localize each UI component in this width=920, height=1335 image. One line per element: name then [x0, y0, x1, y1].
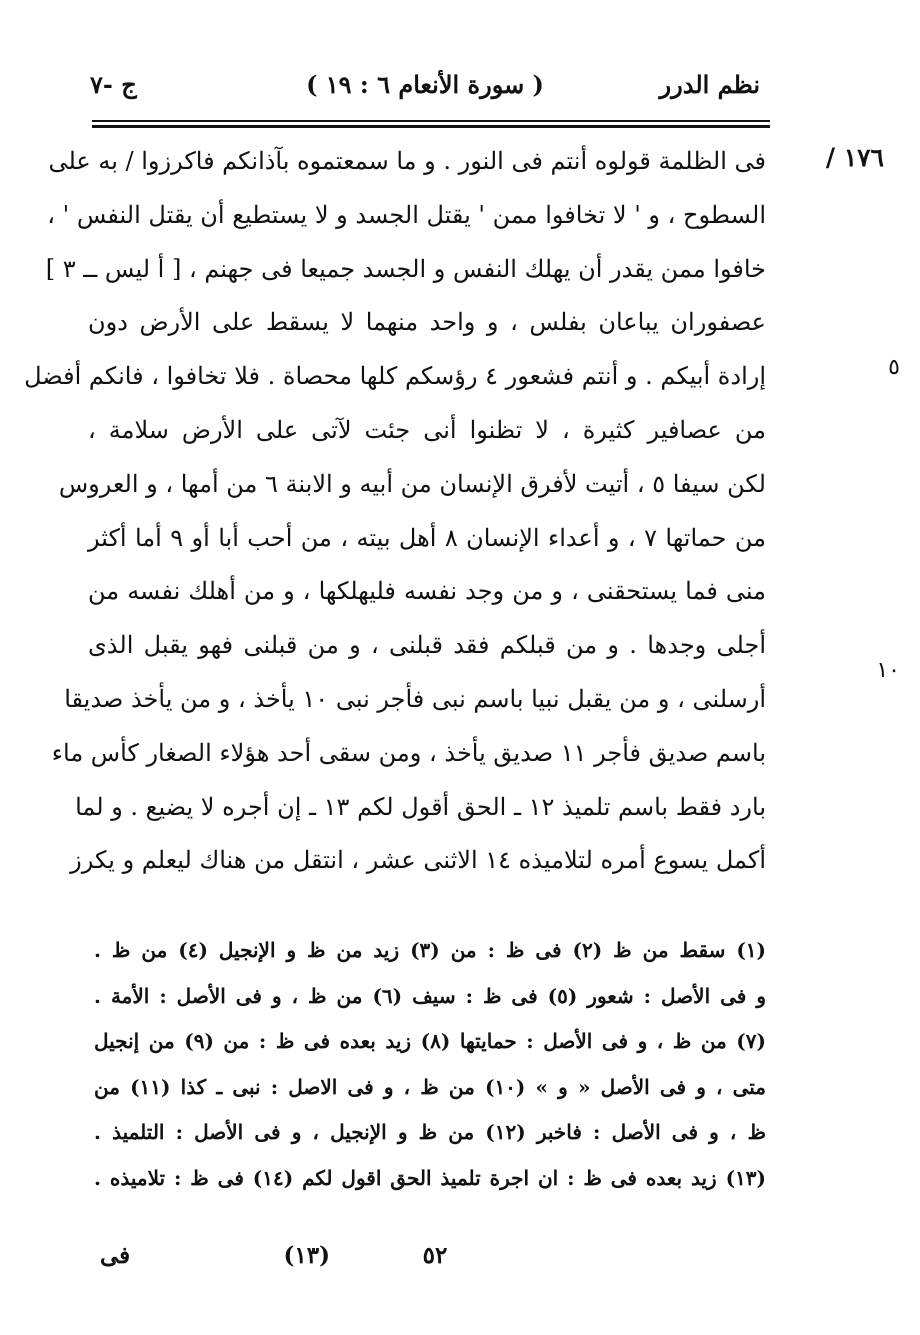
- line-number-5: ٥: [888, 355, 900, 380]
- text-line: أكمل يسوع أمره لتلاميذه ١٤ الاثنى عشر ، انتقل من هناك ليعلم و يكرز: [70, 846, 766, 875]
- footnotes: [94, 928, 766, 1201]
- manuscript-page-marker: ١٧٦ /: [825, 143, 884, 172]
- text-line: فى الظلمة قولوه أنتم فى النور . و ما سمعتموه بآذانكم فاكرزوا / به على: [48, 147, 766, 175]
- text-line: من حماتها ٧ ، و أعداء الإنسان ٨ أهل بيته ، من أحب أبا أو ٩ أما أكثر: [88, 523, 767, 552]
- text-line: خافوا ممن يقدر أن يهلك النفس و الجسد جميعا فى جهنم ، [ أ ليس ــ ٣ ]: [45, 254, 766, 283]
- text-line: أرسلنى ، و من يقبل نبيا باسم نبى فأجر نبى ١٠ يأخذ ، و من يأخذ صديقا: [64, 684, 766, 713]
- surah-reference: ( سورة الأنعام ٦ : ١٩ ): [306, 70, 544, 99]
- page-number: ٥٢: [422, 1242, 448, 1269]
- page-footer: [100, 1242, 770, 1282]
- running-header: [90, 62, 760, 116]
- text-line: لكن سيفا ٥ ، أتيت لأفرق الإنسان من أبيه و الابنة ٦ من أمها ، و العروس: [58, 469, 766, 498]
- book-title: نظم الدرر: [659, 70, 760, 99]
- text-line: أجلى وجدها . و من قبلكم فقد قبلنى ، و من قبلنى فهو يقبل الذى: [88, 631, 766, 660]
- section-number: (١٣): [283, 1242, 330, 1269]
- text-line: إرادة أبيكم . و أنتم فشعور ٤ رؤسكم كلها محصاة . فلا تخافوا ، فانكم أفضل: [24, 362, 766, 391]
- volume-label: ج -٧: [90, 70, 137, 99]
- line-number-10: ١٠: [876, 658, 900, 683]
- catchword: فى: [100, 1242, 131, 1269]
- text-line: السطوح ، و ' لا تخافوا ممن ' يقتل الجسد و لا يستطيع أن يقتل النفس ' ،: [47, 200, 766, 229]
- text-line: من عصافير كثيرة ، لا تظنوا أنى جئت لآتى على الأرض سلامة ،: [88, 415, 766, 444]
- footnote-line: و فى الأصل : شعور (٥) فى ظ : سيف (٦) من ظ ، و فى الأصل : الأمة .: [94, 983, 766, 1008]
- footnote-line: (١٣) زيد بعده فى ظ : ان اجرة تلميذ الحق اقول لكم (١٤) فى ظ : تلاميذه .: [94, 1165, 766, 1190]
- text-line: باسم صديق فأجر ١١ صديق يأخذ ، ومن سقى أحد هؤلاء الصغار كأس ماء: [51, 738, 766, 767]
- main-text: [24, 135, 767, 888]
- text-line: منى فما يستحقنى ، و من وجد نفسه فليهلكها ، و من أهلك نفسه من: [88, 577, 766, 606]
- footnote-line: ظ ، و فى الأصل : فاخبر (١٢) من ظ و الإنجيل ، و فى الأصل : التلميذ .: [94, 1120, 767, 1144]
- text-line: بارد فقط باسم تلميذ ١٢ ـ الحق أقول لكم ١٣ ـ إن أجره لا يضيع . و لما: [75, 792, 766, 821]
- header-rule-thin: [92, 120, 770, 122]
- header-rule-thick: [92, 125, 770, 128]
- footnote-line: (١) سقط من ظ (٢) فى ظ : من (٣) زيد من ظ و الإنجيل (٤) من ظ .: [94, 938, 767, 962]
- footnote-line: (٧) من ظ ، و فى الأصل : حمايتها (٨) زيد بعده فى ظ : من (٩) من إنجيل: [94, 1029, 766, 1053]
- text-line: عصفوران يباعان بفلس ، و واحد منهما لا يسقط على الأرض دون: [88, 308, 766, 337]
- footnote-line: متى ، و فى الأصل « و » (١٠) من ظ ، و فى الاصل : نبى ـ كذا (١١) من: [94, 1074, 766, 1099]
